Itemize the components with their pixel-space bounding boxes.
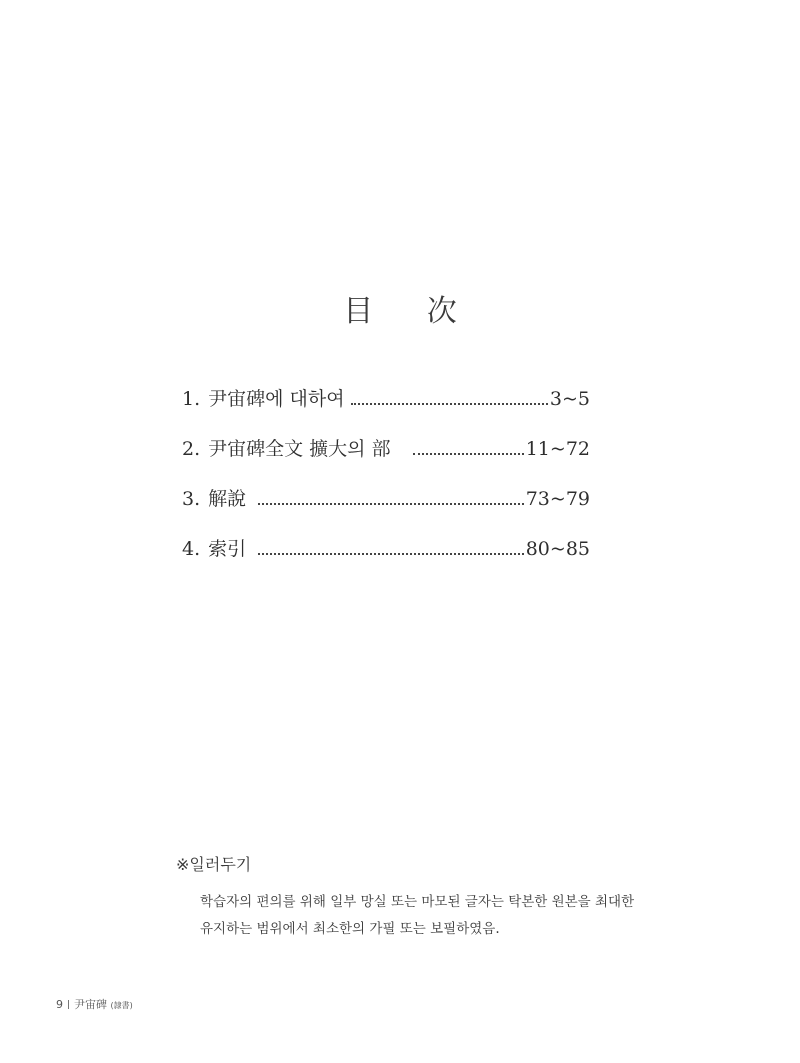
footer-book-subtitle: (隷書) [110, 1001, 133, 1010]
notes-title: ※일러두기 [176, 855, 252, 874]
toc-item-4[interactable] [182, 534, 590, 584]
notes-section [176, 852, 636, 943]
table-of-contents [182, 384, 590, 584]
toc-item-number: 3. [182, 488, 201, 510]
page-title: 目 次 [343, 294, 479, 329]
toc-item-number: 2. [182, 438, 201, 460]
toc-leader-dots [258, 503, 524, 505]
toc-item-pages: 3~5 [549, 388, 590, 410]
toc-item-pages: 80~85 [525, 538, 590, 560]
toc-item-number: 1. [182, 388, 201, 410]
footer-separator [68, 1000, 69, 1009]
toc-item-2[interactable] [182, 434, 590, 484]
toc-item-label: 尹宙碑全文 擴大의 部 [208, 438, 391, 460]
toc-item-3[interactable] [182, 484, 590, 534]
toc-leader-dots [351, 403, 548, 405]
toc-item-1[interactable] [182, 384, 590, 434]
toc-item-label: 解說 [208, 488, 247, 510]
page-footer [56, 996, 133, 1012]
toc-item-pages: 73~79 [525, 488, 590, 510]
toc-item-label: 尹宙碑에 대하여 [208, 388, 345, 410]
toc-leader-dots [413, 453, 524, 455]
toc-item-number: 4. [182, 538, 201, 560]
toc-item-pages: 11~72 [525, 438, 590, 460]
notes-line: 학습자의 편의를 위해 일부 망실 또는 마모된 글자는 탁본한 원본을 최대한 [200, 894, 635, 910]
toc-leader-dots [258, 553, 524, 555]
page-number: 9 [56, 998, 63, 1011]
notes-body [176, 889, 636, 943]
toc-item-label: 索引 [208, 538, 247, 560]
footer-book-title: 尹宙碑 [74, 998, 107, 1011]
notes-line: 유지하는 범위에서 최소한의 가필 또는 보필하였음. [200, 921, 500, 937]
